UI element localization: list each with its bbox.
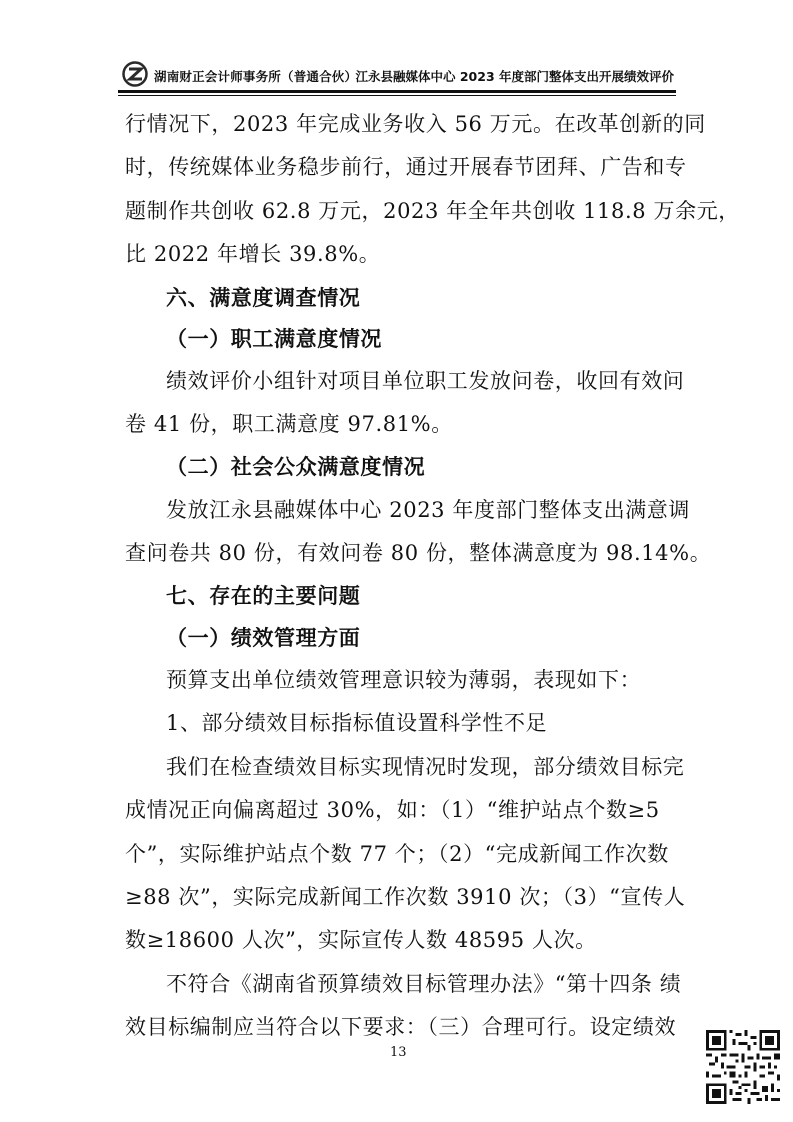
body-line: 题制作共创收 62.8 万元，2023 年全年共创收 118.8 万余元，: [125, 199, 740, 223]
body-line: 成情况正向偏离超过 30%，如：（1）“维护站点个数≥5: [125, 798, 660, 822]
body-line: 不符合《湖南省预算绩效目标管理办法》“第十四条 绩: [166, 972, 682, 996]
section-heading: 六、满意度调查情况: [166, 285, 361, 310]
subsection-heading: （一）职工满意度情况: [166, 326, 382, 351]
body-line: 数≥18600 人次”，实际宣传人数 48595 人次。: [125, 928, 597, 952]
body-line: 预算支出单位绩效管理意识较为薄弱，表现如下：: [166, 668, 642, 692]
body-line: 行情况下，2023 年完成业务收入 56 万元。在改革创新的同: [125, 112, 706, 136]
body-line: 时，传统媒体业务稳步前行，通过开展春节团拜、广告和专: [125, 155, 687, 179]
body-line: 我们在检查绩效目标实现情况时发现，部分绩效目标完: [166, 755, 685, 779]
page-number: 13: [390, 1045, 407, 1060]
body-line: 个”，实际维护站点个数 77 个；（2）“完成新闻工作次数: [125, 842, 669, 866]
subsection-heading: （二）社会公众满意度情况: [166, 454, 426, 479]
body-line: 1、部分绩效目标指标值设置科学性不足: [166, 711, 548, 735]
body-line: 卷 41 份，职工满意度 97.81%。: [125, 412, 453, 436]
firm-logo-icon: [122, 61, 148, 87]
header-report-title: 江永县融媒体中心 2023 年度部门整体支出开展绩效评价: [355, 69, 674, 84]
body-line: ≥88 次”，实际完成新闻工作次数 3910 次；（3）“宣传人: [125, 885, 686, 909]
page-header: [118, 58, 674, 90]
body-line: 比 2022 年增长 39.8%。: [125, 242, 381, 266]
header-rule-thick: [118, 90, 676, 93]
body-line: 绩效评价小组针对项目单位职工发放问卷，收回有效问: [166, 369, 685, 393]
section-heading: 七、存在的主要问题: [166, 583, 361, 608]
body-line: 查问卷共 80 份，有效问卷 80 份，整体满意度为 98.14%。: [125, 541, 712, 565]
qr-code-icon: [706, 1030, 780, 1104]
header-rule-thin: [118, 95, 676, 96]
header-firm-name: 湖南财正会计师事务所（普通合伙）: [154, 69, 358, 84]
subsection-heading: （一）绩效管理方面: [166, 625, 361, 650]
body-line: 效目标编制应当符合以下要求：（三）合理可行。设定绩效: [125, 1015, 677, 1039]
body-line: 发放江永县融媒体中心 2023 年度部门整体支出满意调: [166, 498, 690, 522]
